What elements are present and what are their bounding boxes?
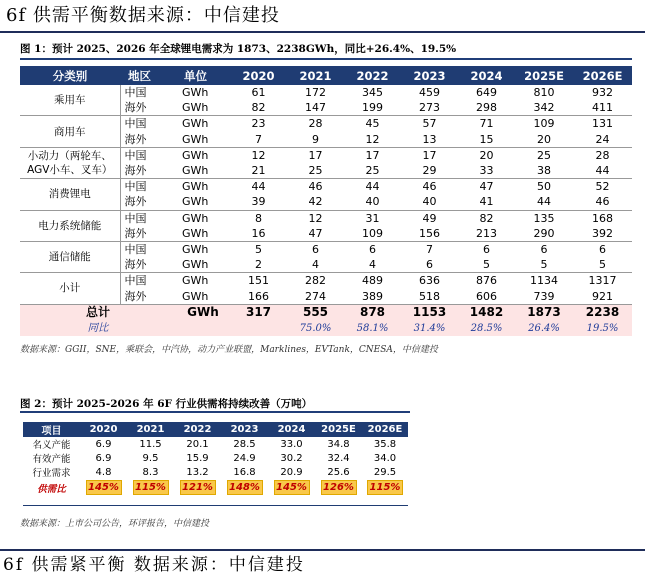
- value-cell: 8: [230, 210, 287, 226]
- value-cell: 4.8: [95, 466, 112, 478]
- value-cell: 17: [401, 147, 458, 163]
- value-cell: 6.9: [95, 452, 112, 464]
- category-cell: 电力系统储能: [20, 210, 120, 241]
- value-cell: 25: [365, 164, 380, 178]
- column-header: 2024: [458, 66, 515, 85]
- region-cell: 海外: [124, 164, 147, 178]
- value-cell: 345: [362, 86, 383, 100]
- category-cell: 小动力（两轮车、AGV小车、叉车）: [20, 147, 120, 178]
- yoy-value: 75.0%: [287, 321, 344, 336]
- region-cell: 中国: [120, 210, 176, 226]
- value-cell: 739: [533, 289, 555, 303]
- value-cell: 6: [426, 258, 433, 272]
- unit-cell: GWh: [176, 210, 230, 226]
- value-cell: 39: [251, 195, 266, 209]
- total-label: 总计: [20, 304, 176, 321]
- region-cell: 中国: [120, 273, 176, 289]
- value-cell: 44: [344, 179, 401, 195]
- column-header: 2023: [221, 422, 268, 437]
- value-cell: 24.9: [233, 452, 256, 464]
- column-header: 2026E: [573, 66, 632, 85]
- value-cell: 606: [476, 289, 497, 303]
- figure2-source: 数据来源：上市公司公告，环评报告，中信建投: [20, 519, 210, 529]
- value-cell: 71: [458, 116, 515, 132]
- value-cell: 20: [537, 132, 551, 146]
- yoy-value: 19.5%: [573, 321, 632, 336]
- yoy-value: 26.4%: [515, 321, 573, 336]
- value-cell: 921: [592, 289, 613, 303]
- value-cell: 17: [344, 147, 401, 163]
- value-cell: 518: [419, 289, 440, 303]
- value-cell: 44: [595, 164, 610, 178]
- ratio-badge: 148%: [227, 480, 263, 495]
- value-cell: 13.2: [186, 466, 209, 478]
- ratio-cell: [362, 479, 408, 496]
- ratio-badge: 145%: [86, 480, 122, 495]
- value-cell: 9: [312, 132, 319, 146]
- value-cell: 649: [476, 86, 497, 100]
- unit-cell: GWh: [182, 289, 209, 303]
- page-heading: 6f 供需平衡数据来源：中信建投: [6, 5, 280, 26]
- value-cell: 31: [344, 210, 401, 226]
- column-header: 项目: [23, 422, 80, 437]
- column-header: 地区: [120, 66, 176, 85]
- value-cell: 199: [362, 101, 383, 115]
- row-label: 名义产能: [32, 440, 71, 451]
- category-cell: 小计: [20, 273, 120, 304]
- ratio-cell: [221, 479, 268, 496]
- value-cell: 6: [287, 241, 344, 257]
- column-header: 2021: [287, 66, 344, 85]
- column-header: 2020: [230, 66, 287, 85]
- value-cell: 32.4: [327, 452, 350, 464]
- value-cell: 1317: [573, 273, 632, 289]
- value-cell: 20.9: [280, 466, 303, 478]
- ratio-badge: 115%: [367, 480, 403, 495]
- value-cell: 9.5: [142, 452, 159, 464]
- table-row: [23, 437, 408, 451]
- unit-cell: GWh: [182, 226, 209, 240]
- total-row: [20, 304, 632, 321]
- ratio-cell: [127, 479, 174, 496]
- category-cell: 乘用车: [20, 85, 120, 116]
- column-header: 2026E: [362, 422, 408, 437]
- table-row: [23, 465, 408, 479]
- column-header: 2020: [80, 422, 127, 437]
- table-header-row: [23, 422, 408, 437]
- ratio-badge: 121%: [180, 480, 216, 495]
- value-cell: 23: [230, 116, 287, 132]
- yoy-value: 28.5%: [458, 321, 515, 336]
- value-cell: 20.1: [186, 438, 209, 450]
- ratio-badge: 115%: [133, 480, 169, 495]
- value-cell: 151: [230, 273, 287, 289]
- table-row: [20, 241, 632, 257]
- value-cell: 33.0: [280, 438, 303, 450]
- value-cell: 109: [362, 226, 383, 240]
- ratio-cell: [315, 479, 362, 496]
- value-cell: 50: [515, 179, 573, 195]
- region-cell: 海外: [124, 132, 147, 146]
- value-cell: 810: [533, 86, 555, 100]
- value-cell: 20: [458, 147, 515, 163]
- value-cell: 12: [230, 147, 287, 163]
- value-cell: 6: [515, 241, 573, 257]
- value-cell: 61: [251, 86, 266, 100]
- value-cell: 25: [515, 147, 573, 163]
- table-row: [20, 179, 632, 195]
- value-cell: 166: [248, 289, 269, 303]
- value-cell: 47: [458, 179, 515, 195]
- value-cell: 459: [419, 86, 440, 100]
- value-cell: 46: [401, 179, 458, 195]
- value-cell: 11.5: [139, 438, 162, 450]
- value-cell: 876: [458, 273, 515, 289]
- value-cell: 147: [305, 101, 326, 115]
- value-cell: 290: [533, 226, 555, 240]
- value-cell: 30.2: [280, 452, 303, 464]
- value-cell: 6.9: [95, 438, 112, 450]
- value-cell: 135: [515, 210, 573, 226]
- ratio-badge: 145%: [274, 480, 310, 495]
- value-cell: 5: [230, 241, 287, 257]
- value-cell: 489: [344, 273, 401, 289]
- column-header: 2024: [268, 422, 315, 437]
- total-value: 2238: [573, 304, 632, 321]
- value-cell: 28.5: [233, 438, 256, 450]
- page-footer-heading: 6f 供需紧平衡 数据来源：中信建投: [3, 555, 305, 575]
- value-cell: 12: [365, 132, 380, 146]
- value-cell: 52: [573, 179, 632, 195]
- value-cell: 392: [592, 226, 613, 240]
- category-cell: 通信储能: [20, 241, 120, 272]
- value-cell: 29.5: [373, 466, 397, 478]
- unit-cell: GWh: [182, 86, 209, 100]
- top-divider: [0, 31, 645, 33]
- unit-cell: GWh: [182, 258, 209, 272]
- unit-cell: GWh: [176, 273, 230, 289]
- 6f-supply-demand-table: [23, 422, 408, 496]
- table-row: [23, 451, 408, 465]
- ratio-cell: [268, 479, 315, 496]
- value-cell: 25.6: [327, 466, 350, 478]
- value-cell: 24: [595, 132, 610, 146]
- column-header: 2025E: [515, 66, 573, 85]
- category-cell: 消费锂电: [20, 179, 120, 210]
- unit-cell: GWh: [176, 179, 230, 195]
- region-cell: 中国: [120, 116, 176, 132]
- value-cell: 13: [422, 132, 437, 146]
- value-cell: 16.8: [233, 466, 256, 478]
- figure1-title-rule: [20, 58, 632, 60]
- unit-cell: GWh: [182, 164, 209, 178]
- value-cell: 168: [573, 210, 632, 226]
- total-value: 555: [287, 304, 344, 321]
- value-cell: 12: [287, 210, 344, 226]
- value-cell: 2: [255, 258, 262, 272]
- value-cell: 47: [308, 226, 323, 240]
- value-cell: 34.8: [327, 438, 350, 450]
- value-cell: 33: [479, 164, 494, 178]
- unit-cell: GWh: [182, 101, 209, 115]
- total-value: 1482: [458, 304, 515, 321]
- column-header: 2023: [401, 66, 458, 85]
- column-header: 2022: [174, 422, 221, 437]
- yoy-value: 58.1%: [344, 321, 401, 336]
- column-header: 分类别: [20, 66, 120, 85]
- figure1-title: 图 1：预计 2025、2026 年全球锂电需求为 1873、2238GWh，同比+26.4%、19.5%: [20, 43, 457, 55]
- value-cell: 29: [422, 164, 437, 178]
- value-cell: 44: [230, 179, 287, 195]
- figure2-bottom-rule: [23, 505, 408, 506]
- region-cell: 海外: [124, 289, 147, 303]
- table-header-row: [20, 66, 632, 85]
- total-value: 317: [230, 304, 287, 321]
- ratio-badge: 126%: [321, 480, 357, 495]
- ratio-row: [23, 479, 408, 496]
- region-cell: 海外: [124, 195, 147, 209]
- column-header: 2021: [127, 422, 174, 437]
- value-cell: 636: [401, 273, 458, 289]
- total-unit: GWh: [176, 304, 230, 321]
- unit-cell: GWh: [176, 241, 230, 257]
- value-cell: 28: [573, 147, 632, 163]
- column-header: 单位: [176, 66, 230, 85]
- value-cell: 38: [537, 164, 551, 178]
- value-cell: 932: [592, 86, 613, 100]
- region-cell: 海外: [124, 258, 147, 272]
- region-cell: 中国: [120, 147, 176, 163]
- value-cell: 273: [419, 101, 440, 115]
- value-cell: 15.9: [186, 452, 209, 464]
- figure1-source: 数据来源：GGII，SNE，乘联会，中汽协，动力产业联盟，Marklines，EVTank，CNESA，中信建投: [20, 345, 438, 355]
- row-label: 行业需求: [32, 468, 71, 479]
- value-cell: 5: [483, 258, 490, 272]
- region-cell: 海外: [124, 226, 147, 240]
- column-header: 2022: [344, 66, 401, 85]
- yoy-row: [20, 321, 632, 336]
- total-value: 878: [344, 304, 401, 321]
- bottom-divider: [0, 549, 645, 551]
- value-cell: 49: [401, 210, 458, 226]
- ratio-cell: [174, 479, 221, 496]
- value-cell: 82: [458, 210, 515, 226]
- value-cell: 82: [251, 101, 266, 115]
- value-cell: 34.0: [373, 452, 397, 464]
- yoy-label: 同比: [20, 321, 176, 336]
- value-cell: 4: [369, 258, 376, 272]
- value-cell: 282: [287, 273, 344, 289]
- value-cell: 57: [401, 116, 458, 132]
- value-cell: 109: [515, 116, 573, 132]
- value-cell: 15: [479, 132, 494, 146]
- table-row: [20, 85, 632, 100]
- unit-cell: GWh: [176, 116, 230, 132]
- value-cell: 17: [287, 147, 344, 163]
- value-cell: 298: [476, 101, 497, 115]
- value-cell: 5: [599, 258, 606, 272]
- value-cell: 389: [362, 289, 383, 303]
- value-cell: 6: [344, 241, 401, 257]
- lithium-demand-table: [20, 66, 632, 336]
- value-cell: 411: [592, 101, 613, 115]
- value-cell: 5: [540, 258, 548, 272]
- total-value: 1153: [401, 304, 458, 321]
- value-cell: 342: [533, 101, 555, 115]
- value-cell: 46: [287, 179, 344, 195]
- value-cell: 8.3: [142, 466, 159, 478]
- row-label: 有效产能: [32, 454, 71, 465]
- region-cell: 中国: [120, 241, 176, 257]
- value-cell: 28: [287, 116, 344, 132]
- region-cell: 中国: [124, 86, 147, 100]
- value-cell: 1134: [515, 273, 573, 289]
- unit-cell: GWh: [176, 147, 230, 163]
- figure2-title-rule: [20, 411, 410, 413]
- value-cell: 25: [308, 164, 323, 178]
- table-row: [20, 210, 632, 226]
- region-cell: 中国: [120, 179, 176, 195]
- yoy-value: 31.4%: [401, 321, 458, 336]
- unit-cell: GWh: [182, 132, 209, 146]
- table-row: [20, 273, 632, 289]
- value-cell: 6: [573, 241, 632, 257]
- value-cell: 172: [305, 86, 326, 100]
- category-cell: 商用车: [20, 116, 120, 147]
- yoy-spacer: [176, 321, 230, 336]
- ratio-cell: [80, 479, 127, 496]
- ratio-label: 供需比: [37, 483, 66, 495]
- value-cell: 21: [251, 164, 266, 178]
- table-row: [20, 116, 632, 132]
- total-value: 1873: [515, 304, 573, 321]
- region-cell: 海外: [124, 101, 147, 115]
- value-cell: 213: [476, 226, 497, 240]
- value-cell: 4: [312, 258, 319, 272]
- value-cell: 16: [251, 226, 266, 240]
- value-cell: 156: [419, 226, 440, 240]
- figure2-title: 图 2：预计 2025-2026 年 6F 行业供需将持续改善（万吨）: [20, 398, 313, 410]
- value-cell: 274: [305, 289, 326, 303]
- value-cell: 45: [344, 116, 401, 132]
- value-cell: 35.8: [373, 438, 397, 450]
- value-cell: 6: [458, 241, 515, 257]
- table-row: [20, 147, 632, 163]
- value-cell: 40: [365, 195, 380, 209]
- value-cell: 41: [479, 195, 494, 209]
- value-cell: 40: [422, 195, 437, 209]
- value-cell: 7: [401, 241, 458, 257]
- value-cell: 131: [573, 116, 632, 132]
- value-cell: 46: [595, 195, 610, 209]
- value-cell: 42: [308, 195, 323, 209]
- value-cell: 7: [255, 132, 262, 146]
- value-cell: 44: [537, 195, 551, 209]
- column-header: 2025E: [315, 422, 362, 437]
- unit-cell: GWh: [182, 195, 209, 209]
- yoy-value: [230, 321, 287, 336]
